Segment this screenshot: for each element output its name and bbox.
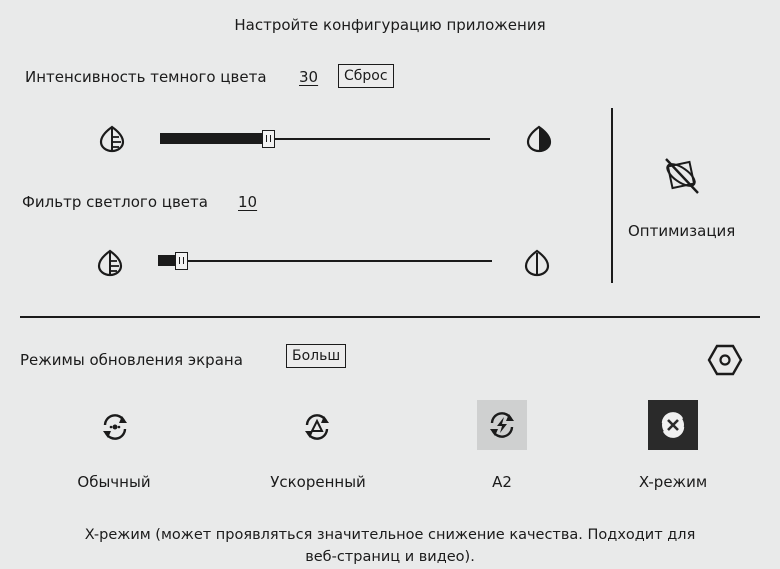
- slider-track: [158, 260, 492, 262]
- mode-label-fast[interactable]: Ускоренный: [270, 473, 366, 491]
- optimization-off-icon[interactable]: [660, 155, 704, 201]
- dark-more-icon[interactable]: [524, 124, 554, 158]
- section-divider: [20, 316, 760, 318]
- light-less-icon[interactable]: [95, 248, 125, 282]
- light-filter-label: Фильтр светлого цвета: [22, 193, 208, 211]
- refresh-a2-icon[interactable]: [477, 400, 527, 450]
- mode-label-a2[interactable]: A2: [492, 473, 512, 491]
- slider-fill: [160, 133, 262, 144]
- slider-fill: [158, 255, 175, 266]
- optimization-label[interactable]: Оптимизация: [628, 222, 736, 240]
- slider-thumb[interactable]: [175, 252, 188, 270]
- dark-less-icon[interactable]: [97, 124, 127, 158]
- description-line-2: веб-страниц и видео).: [305, 549, 475, 565]
- dark-intensity-value: 30: [299, 68, 319, 86]
- more-button[interactable]: Больш: [286, 344, 346, 368]
- reset-button[interactable]: Сброс: [338, 64, 394, 88]
- refresh-normal-icon[interactable]: [90, 402, 140, 452]
- refresh-fast-icon[interactable]: [292, 402, 342, 452]
- light-filter-value: 10: [238, 193, 258, 211]
- mode-label-x[interactable]: X-режим: [638, 473, 708, 491]
- hexagon-settings-icon[interactable]: [707, 342, 743, 382]
- slider-thumb[interactable]: [262, 130, 275, 148]
- dark-intensity-slider[interactable]: [160, 130, 490, 148]
- description-line-1: X-режим (может проявляться значительное снижение качества. Подходит для: [84, 527, 696, 543]
- mode-label-normal[interactable]: Обычный: [77, 473, 151, 491]
- page-title: Настройте конфигурацию приложения: [234, 16, 546, 34]
- light-more-icon[interactable]: [522, 248, 552, 282]
- refresh-modes-label: Режимы обновления экрана: [20, 351, 243, 369]
- mode-description: [0, 524, 780, 568]
- refresh-x-icon[interactable]: [648, 400, 698, 450]
- dark-intensity-label: Интенсивность темного цвета: [25, 68, 267, 86]
- light-filter-slider[interactable]: [158, 252, 492, 270]
- vertical-divider: [611, 108, 613, 283]
